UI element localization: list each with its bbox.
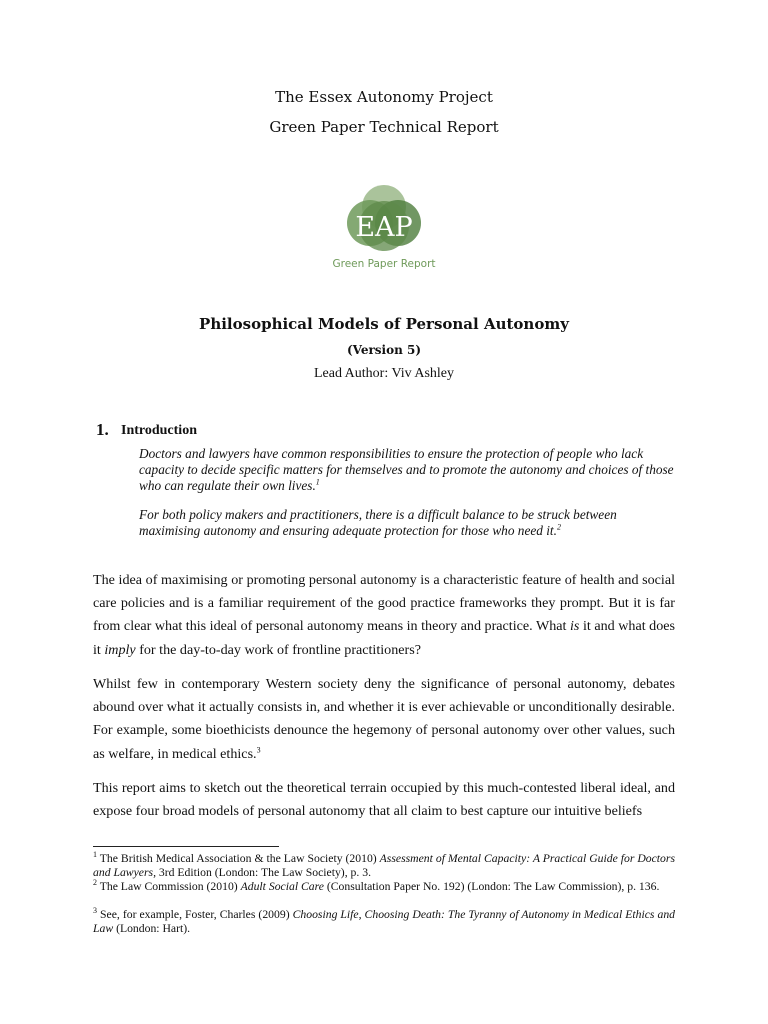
footnote-text: The British Medical Association & the Law Society (2010) xyxy=(99,852,380,865)
lead-author: Lead Author: Viv Ashley xyxy=(313,366,455,381)
footnote-ref: 1 xyxy=(315,477,320,487)
footnote-text: See, for example, Foster, Charles (2009) xyxy=(100,908,293,921)
version-label: (Version 5) xyxy=(346,343,422,357)
footnote-title: Choosing Life, Choosing Death: The Tyranny of Autonomy in Medical Ethics and Law xyxy=(93,908,676,935)
section-number: 1. xyxy=(96,420,109,439)
footnote-1 xyxy=(93,852,675,880)
paragraph-3: This report aims to sketch out the theoretical terrain occupied by this much-contested liberal ideal, and expose four broad models of personal autonomy that all claim to best capture our intuitive beliefs xyxy=(93,780,675,820)
logo-acronym: EAP xyxy=(355,212,413,243)
project-title: The Essex Autonomy Project xyxy=(275,88,493,106)
document-title: Philosophical Models of Personal Autonomy xyxy=(199,315,569,333)
footnote-ref: 3 xyxy=(256,744,261,754)
quote-text: For both policy makers and practitioners, there is a difficult balance to be struck between maximising autonomy and ensuring adequate protection for those who need it. xyxy=(139,507,617,538)
block-quote-2 xyxy=(139,507,681,539)
quote-text: Doctors and lawyers have common responsibilities to ensure the protection of people who lack capacity to decide specific matters for themselves and to promote the autonomy and choices of those who can regulate their own lives. xyxy=(139,446,674,493)
emphasis: imply xyxy=(104,641,136,658)
paragraph-text: it and what does it xyxy=(93,618,675,658)
paragraph-text: for the day-to-day work of frontline practitioners? xyxy=(135,641,421,658)
footnote-text: The Law Commission (2010) xyxy=(99,880,241,893)
footnote-text: 3rd Edition (London: The Law Society), p. 3. xyxy=(156,866,371,879)
footnote-title: Assessment of Mental Capacity: A Practical Guide for Doctors and Lawyers, xyxy=(93,852,675,879)
paragraph-1 xyxy=(93,569,675,662)
footnote-number: 3 xyxy=(93,906,97,916)
logo-caption: Green Paper Report xyxy=(332,258,436,270)
footnote-2 xyxy=(93,880,675,894)
report-type: Green Paper Technical Report xyxy=(269,118,499,136)
footnote-text: (Consultation Paper No. 192) (London: The Law Commission), p. 136. xyxy=(323,880,660,893)
footnote-3 xyxy=(93,908,675,936)
eap-logo xyxy=(326,180,442,272)
footnote-title: Adult Social Care xyxy=(240,880,324,893)
paragraph-text: Whilst few in contemporary Western society deny the significance of personal autonomy, debates abound over what it actually consists in, and whether it is ever achievable or unconditionally desirable. For example, some bioethicists denounce the hegemony of personal autonomy over other values, such as welfare, in medical ethics. xyxy=(93,676,675,762)
footnote-number: 1 xyxy=(93,850,97,860)
footnote-separator xyxy=(93,846,279,847)
footnote-ref: 2 xyxy=(556,522,561,532)
block-quote-1 xyxy=(139,446,681,494)
footnote-text: (London: Hart). xyxy=(113,922,191,935)
section-heading: Introduction xyxy=(121,423,197,438)
paragraph-text: The idea of maximising or promoting personal autonomy is a characteristic feature of health and social care policies and is a familiar requirement of the good practice frameworks they prompt. But it is far from clear what this ideal of personal autonomy means in theory and practice. What xyxy=(93,572,675,635)
emphasis: is xyxy=(570,618,580,635)
paragraph-2 xyxy=(93,673,675,766)
footnote-number: 2 xyxy=(93,878,97,888)
